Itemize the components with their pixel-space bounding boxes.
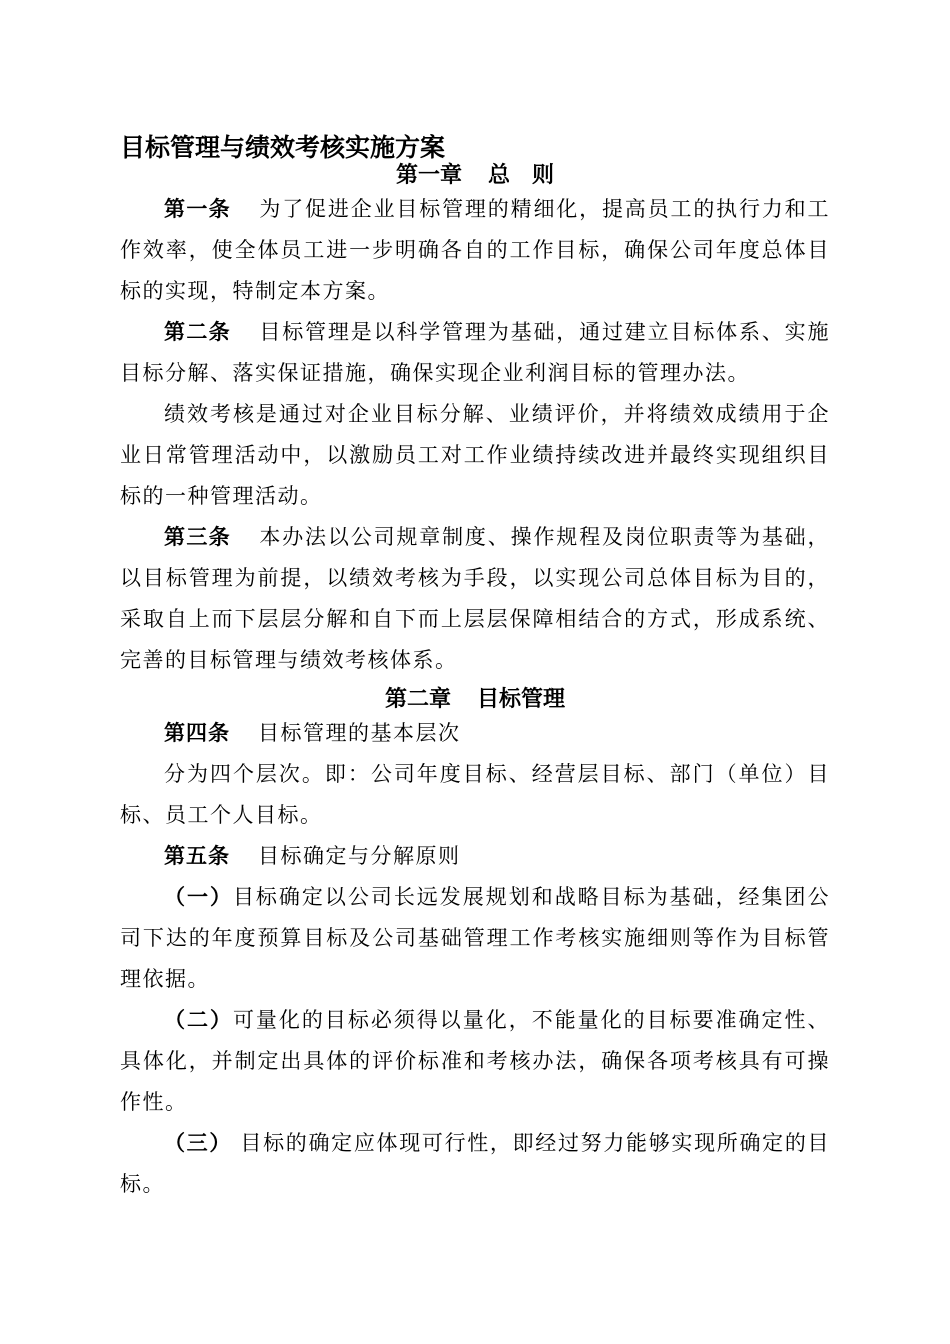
article-1-label: 第一条 <box>164 197 232 221</box>
principle-3 <box>120 1123 830 1205</box>
article-4 <box>120 713 830 754</box>
chapter-2-heading <box>0 682 950 713</box>
chapter-1-number: 第一章 <box>395 163 462 188</box>
principle-1-text: 目标确定以公司长远发展规划和战略目标为基础，经集团公司下达的年度预算目标及公司基础管理工作考核实施细则等作为目标管理依据。 <box>120 885 831 991</box>
article-3-text: 本办法以公司规章制度、操作规程及岗位职责等为基础，以目标管理为前提，以绩效考核为手段，以实现公司总体目标为目的，采取自上而下层层分解和自下而上层层保障相结合的方式，形成系统、完善的目标管理与绩效考核体系。 <box>120 525 831 672</box>
article-1 <box>120 189 830 312</box>
document-title: 目标管理与绩效考核实施方案 <box>120 133 446 162</box>
principle-3-label: （三） <box>164 1131 233 1155</box>
article-5-label: 第五条 <box>164 844 230 868</box>
chapter-1-title: 总 则 <box>488 163 555 188</box>
article-3 <box>120 517 830 681</box>
chapter-2-title: 目标管理 <box>477 687 566 712</box>
principle-3-text: 目标的确定应体现可行性，即经过努力能够实现所确定的目标。 <box>120 1131 830 1196</box>
article-5-text: 目标确定与分解原则 <box>258 844 461 868</box>
chapter-2-number: 第二章 <box>384 687 451 712</box>
principle-2-label: （二） <box>164 1008 233 1032</box>
chapter-1-heading <box>0 158 950 189</box>
article-4-text: 目标管理的基本层次 <box>258 721 461 745</box>
article-3-label: 第三条 <box>164 525 232 549</box>
article-2-text: 目标管理是以科学管理为基础，通过建立目标体系、实施目标分解、落实保证措施，确保实现企业利润目标的管理办法。 <box>120 320 831 385</box>
principle-1 <box>120 877 830 1000</box>
article-2-label: 第二条 <box>164 320 232 344</box>
principle-2-text: 可量化的目标必须得以量化，不能量化的目标要准确定性、具体化，并制定出具体的评价标准和考核办法，确保各项考核具有可操作性。 <box>120 1008 831 1114</box>
article-4-paragraph-2: 分为四个层次。即：公司年度目标、经营层目标、部门（单位）目标、员工个人目标。 <box>120 762 830 827</box>
article-2 <box>120 312 830 394</box>
article-1-text: 为了促进企业目标管理的精细化，提高员工的执行力和工作效率，使全体员工进一步明确各自的工作目标，确保公司年度总体目标的实现，特制定本方案。 <box>120 197 831 303</box>
article-2-paragraph-2: 绩效考核是通过对企业目标分解、业绩评价，并将绩效成绩用于企业日常管理活动中，以激励员工对工作业绩持续改进并最终实现组织目标的一种管理活动。 <box>120 402 830 508</box>
principle-1-label: （一） <box>164 885 233 909</box>
principle-2 <box>120 1000 830 1123</box>
article-4-label: 第四条 <box>164 721 230 745</box>
article-5 <box>120 836 830 877</box>
